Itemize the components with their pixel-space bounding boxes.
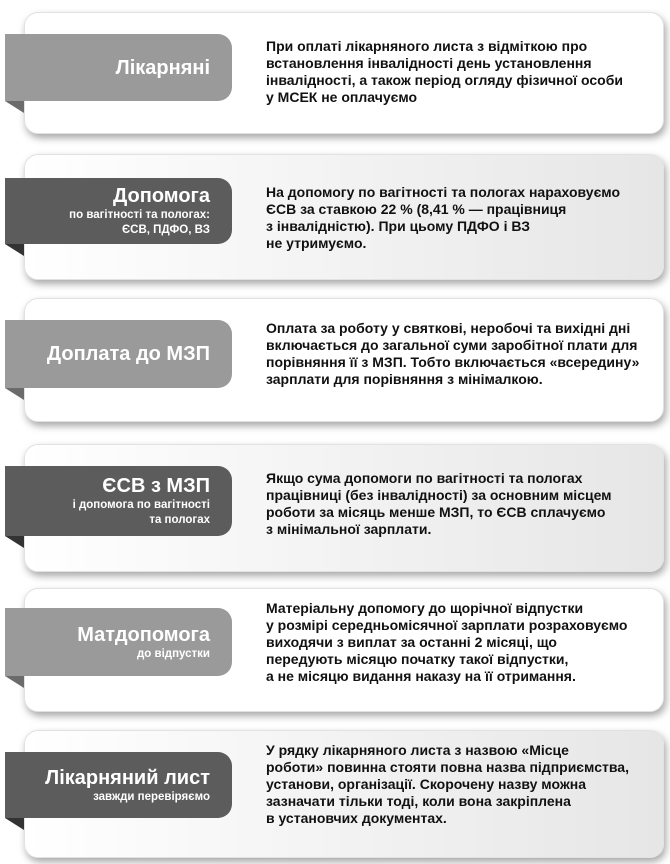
tab-fold <box>5 388 24 400</box>
section-subtitle: до відпустки <box>137 647 210 660</box>
section-text: На допомогу по вагітності та пологах нараховуємо ЄСВ за ставкою 22 % (8,41 % — працівниця з інвалідністю). При цьому ПДФО і ВЗ не утримуємо. <box>266 184 621 251</box>
section-title: ЄСВ з МЗП <box>102 475 210 497</box>
section-title: Лікарняні <box>115 56 210 79</box>
section-text: Матеріальну допомогу до щорічної відпустки у розмірі середньомісячної зарплати розраховуємо виходячи з виплат за останні 2 місяці, що передують місяцю початку такої відпустки, а не місяцю видання наказу на її отримання. <box>266 600 628 684</box>
tab-fold <box>5 818 24 830</box>
section-subtitle: і допомога по вагітності та пологах <box>72 499 210 526</box>
tab-fold <box>5 244 24 256</box>
tab-fold <box>5 676 24 688</box>
section-text: Оплата за роботу у святкові, неробочі та вихідні дні включається до загальної суми заробітної плати для порівняння її з МЗП. Тобто включається «всередину» зарплати для порівняння з мінімалкою. <box>266 320 640 387</box>
section-title: Матдопомога <box>77 623 210 646</box>
section-title: Лікарняний лист <box>45 766 210 789</box>
tab-likarnianyi-lyst <box>5 752 232 818</box>
tab-fold <box>5 101 24 113</box>
section-subtitle: по вагітності та пологах: ЄСВ, ПДФО, ВЗ <box>69 209 210 236</box>
tab-doplata <box>5 320 232 388</box>
tab-matdopomoga <box>5 608 232 676</box>
section-title: Доплата до МЗП <box>46 343 210 365</box>
section-title: Допомога <box>113 185 210 207</box>
tab-fold <box>5 536 24 548</box>
section-subtitle: завжди перевіряємо <box>93 790 210 803</box>
tab-esv-mzp <box>5 466 232 536</box>
tab-dopomoga <box>5 178 232 244</box>
tab-likarniani <box>5 34 232 101</box>
section-text: При оплаті лікарняного листа з відміткою про встановлення інвалідності день установлення інвалідності, а також період огляду фізичної особи у МСЕК не оплачуємо <box>266 38 623 105</box>
section-text: Якщо сума допомоги по вагітності та пологах працівниці (без інвалідності) за основним місцем роботи за місяць менше МЗП, то ЄСВ сплачуємо з мінімальної зарплати. <box>266 470 612 537</box>
section-text: У рядку лікарняного листа з назвою «Місце роботи» повинна стояти повна назва підприємства, установи, організації. Скорочену назву можна зазначати тільки тоді, коли вона закріплена в установчих документах. <box>266 742 629 826</box>
